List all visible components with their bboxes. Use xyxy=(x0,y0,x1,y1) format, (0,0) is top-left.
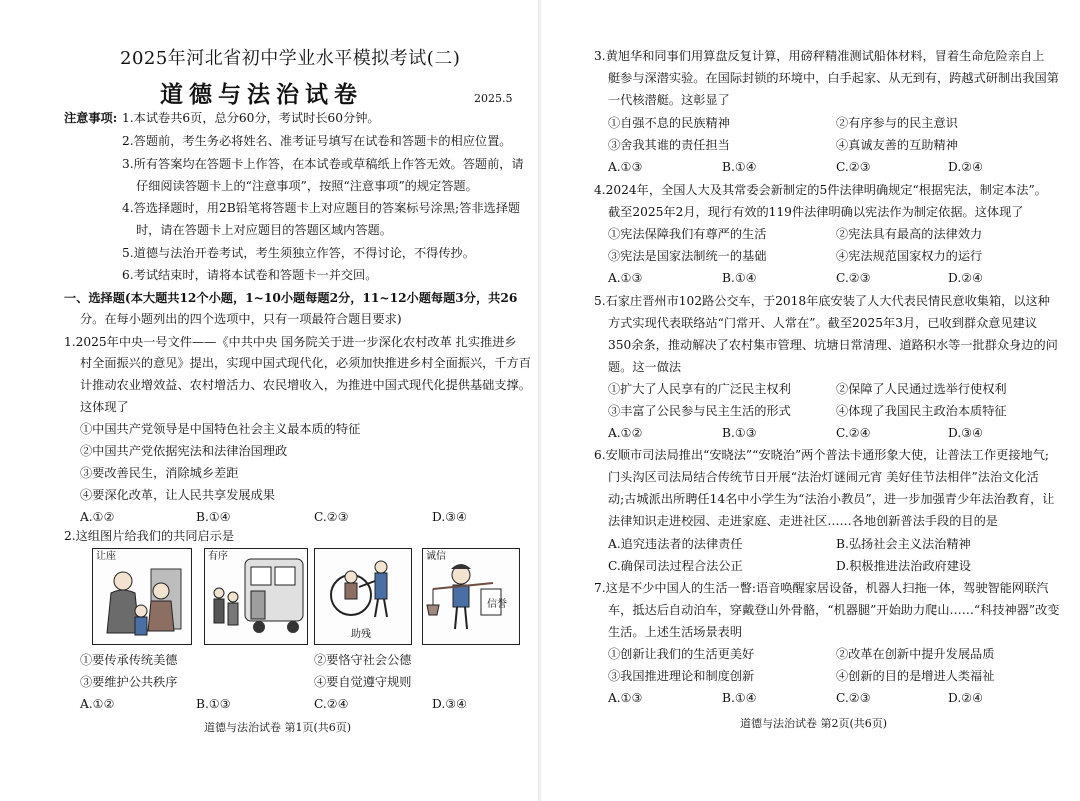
notice-line: 仔细阅读答题卡上的“注意事项”，按照“注意事项”的规定答题。 xyxy=(136,179,478,193)
section-heading: 一、选择题(本大题共12个小题，1~10小题每题2分，11~12小题每题3分，共26 xyxy=(64,291,518,305)
q1-choice-c: C.②③ xyxy=(314,510,349,524)
q3-choice-c: C.②③ xyxy=(836,160,871,174)
q5-stem: 5.石家庄晋州市102路公交车，于2018年底安装了人大代表民情民意收集箱，以这种 xyxy=(594,294,1050,308)
q2-choice-c: C.②④ xyxy=(314,697,349,711)
q7-option: ③我国推进理论和制度创新 xyxy=(608,669,755,683)
q4-option: ①宪法保障我们有尊严的生活 xyxy=(608,227,767,241)
orderly-illustration xyxy=(205,549,307,644)
q7-choice-a: A.①③ xyxy=(608,691,643,705)
q1-option: ①中国共产党领导是中国特色社会主义最本质的特征 xyxy=(80,422,361,436)
q2-option: ④要自觉遵守规则 xyxy=(314,675,412,689)
picture-label: 让座 xyxy=(96,551,116,562)
q3-option: ③舍我其谁的责任担当 xyxy=(608,138,730,152)
q2-stem: 2.这组图片给我们的共同启示是 xyxy=(64,529,235,543)
q3-choice-a: A.①③ xyxy=(608,160,643,174)
q1-stem: 这体现了 xyxy=(80,400,129,414)
q5-choice-c: C.②④ xyxy=(836,426,871,440)
q2-choice-d: D.③④ xyxy=(432,697,468,711)
q5-stem: 350余条，推动解决了农村集市管理、坑塘日常清理、道路积水等一批群众身边的问 xyxy=(608,338,1058,352)
q4-choice-a: A.①③ xyxy=(608,271,643,285)
q1-stem: 1.2025年中央一号文件——《中共中央 国务院关于进一步深化农村改革 扎实推进乡 xyxy=(64,335,517,349)
q3-option: ②有序参与的民主意识 xyxy=(836,116,958,130)
q5-option: ②保障了人民通过选举行使权利 xyxy=(836,382,1007,396)
q3-option: ④真诚友善的互助精神 xyxy=(836,138,958,152)
notice-line: 6.考试结束时，请将本试卷和答题卡一并交回。 xyxy=(122,268,378,282)
q3-choice-b: B.①④ xyxy=(722,160,757,174)
notice-line: 时，请在答题卡上对应题目的答题区域内答题。 xyxy=(136,223,392,237)
q6-choice-d: D.积极推进法治政府建设 xyxy=(836,559,972,573)
q1-choice-d: D.③④ xyxy=(432,510,468,524)
q4-choice-c: C.②③ xyxy=(836,271,871,285)
q2-picture-integrity xyxy=(422,548,520,645)
q5-option: ①扩大了人民享有的广泛民主权利 xyxy=(608,382,791,396)
q3-option: ①自强不息的民族精神 xyxy=(608,116,730,130)
q3-stem: 一代核潜艇。这彰显了 xyxy=(608,93,730,107)
q7-option: ④创新的目的是增进人类福祉 xyxy=(836,669,995,683)
q6-choice-a: A.追究违法者的法律责任 xyxy=(608,537,743,551)
q7-stem: 7.这是不少中国人的生活一瞥:语音唤醒家居设备，机器人扫拖一体，驾驶智能网联汽 xyxy=(594,581,1049,595)
q3-stem: 艇参与深潜实验。在国际封锁的环境中，白手起家、从无到有，跨越式研制出我国第 xyxy=(608,71,1059,85)
q6-stem: 门头沟区司法局结合传统节日开展“法治灯谜闹元宵 美好佳节法相伴”法治文化活 xyxy=(608,470,1039,484)
page-footer: 道德与法治试卷 第2页(共6页) xyxy=(740,717,888,730)
q7-choice-d: D.②④ xyxy=(948,691,984,705)
q2-choice-b: B.①③ xyxy=(196,697,231,711)
q1-option: ③要改善民生，消除城乡差距 xyxy=(80,466,239,480)
picture-caption: 助残 xyxy=(351,629,371,640)
q6-stem: 动;古城派出所聘任14名中小学生为“法治小教员”，进一步加强青少年法治教育，让 xyxy=(608,492,1055,506)
q6-stem: 6.安顺市司法局推出“安晓法”“安晓治”两个普法卡通形象大使，让普法工作更接地气; xyxy=(594,448,1050,462)
page-footer: 道德与法治试卷 第1页(共6页) xyxy=(204,721,352,734)
q2-choice-a: A.①② xyxy=(80,697,115,711)
q4-stem: 4.2024年，全国人大及其常委会新制定的5件法律明确规定“根据宪法，制定本法”。 xyxy=(594,183,1047,197)
q2-picture-yield-seat xyxy=(92,548,192,645)
q4-choice-b: B.①④ xyxy=(722,271,757,285)
q1-stem: 村全面振兴的意见》提出，实现中国式现代化，必须加快推进乡村全面振兴，千方百 xyxy=(80,356,531,370)
q2-picture-orderly xyxy=(204,548,308,645)
q1-choice-a: A.①② xyxy=(80,510,115,524)
q7-stem: 车，抵达后自动泊车，穿戴登山外骨骼，“机器腿”开始助力爬山……“科技神器”改变 xyxy=(608,603,1060,617)
q7-option: ②改革在创新中提升发展品质 xyxy=(836,647,995,661)
q3-choice-d: D.②④ xyxy=(948,160,984,174)
notice-line: 4.答选择题时，用2B铅笔将答题卡上对应题目的答案标号涂黑;答非选择题 xyxy=(122,201,521,215)
q5-choice-d: D.③④ xyxy=(948,426,984,440)
q1-option: ②中国共产党依据宪法和法律治国理政 xyxy=(80,444,288,458)
q5-stem: 方式实现代表联络站“门常开、人常在”。截至2025年3月，已收到群众意见建议 xyxy=(608,316,1038,330)
q6-choice-b: B.弘扬社会主义法治精神 xyxy=(836,537,971,551)
picture-label: 诚信 xyxy=(426,551,446,562)
section-heading-cont: 分。在每小题列出的四个选项中，只有一项最符合题目要求) xyxy=(80,312,402,326)
q2-option: ②要恪守社会公德 xyxy=(314,653,412,667)
q4-option: ④宪法规范国家权力的运行 xyxy=(836,249,983,263)
exam-page-2 xyxy=(540,0,1080,801)
yield-seat-illustration xyxy=(93,549,191,644)
notice-line: 2.答题前，考生务必将姓名、准考证号填写在试卷和答题卡的相应位置。 xyxy=(122,134,512,148)
q4-stem: 截至2025年2月，现行有效的119件法律明确以宪法作为制定依据。这体现了 xyxy=(608,205,1024,219)
q1-choice-b: B.①④ xyxy=(196,510,231,524)
q4-option: ③宪法是国家法制统一的基础 xyxy=(608,249,767,263)
q5-option: ③丰富了公民参与民主生活的形式 xyxy=(608,404,791,418)
q7-option: ①创新让我们的生活更美好 xyxy=(608,647,755,661)
integrity-illustration xyxy=(423,549,519,644)
q5-option: ④体现了我国民主政治本质特征 xyxy=(836,404,1007,418)
q2-option: ①要传承传统美德 xyxy=(80,653,178,667)
picture-label: 有序 xyxy=(208,551,228,562)
q4-option: ②宪法具有最高的法律效力 xyxy=(836,227,983,241)
q2-option: ③要维护公共秩序 xyxy=(80,675,178,689)
q6-stem: 法律知识走进校园、走进家庭、走进社区……各地创新普法手段的目的是 xyxy=(608,514,998,528)
q6-choice-c: C.确保司法过程合法公正 xyxy=(608,559,743,573)
exam-title: 2025年河北省初中学业水平模拟考试(二) xyxy=(120,48,461,69)
q7-choice-c: C.②③ xyxy=(836,691,871,705)
q7-stem: 生活。上述生活场景表明 xyxy=(608,625,743,639)
notice-label: 注意事项: xyxy=(64,111,118,125)
notice-line: 1.本试卷共6页，总分60分，考试时长60分钟。 xyxy=(122,111,380,125)
subject-title: 道德与法治试卷 xyxy=(160,81,363,108)
q3-stem: 3.黄旭华和同事们用算盘反复计算，用磅秤精准测试船体材料，冒着生命危险亲自上 xyxy=(594,49,1045,63)
notice-line: 3.所有答案均在答题卡上作答，在本试卷或草稿纸上作答无效。答题前，请 xyxy=(122,157,524,171)
notice-line: 5.道德与法治开卷考试，考生须独立作答，不得讨论，不得传抄。 xyxy=(122,246,475,260)
q4-choice-d: D.②④ xyxy=(948,271,984,285)
q1-option: ④要深化改革，让人民共享发展成果 xyxy=(80,488,275,502)
q5-stem: 题。这一做法 xyxy=(608,360,682,374)
q5-choice-a: A.①② xyxy=(608,426,643,440)
sign-text: 信誉 xyxy=(487,599,507,610)
q2-picture-help-disabled xyxy=(314,548,412,645)
q7-choice-b: B.①④ xyxy=(722,691,757,705)
q1-stem: 计推动农业增效益、农村增活力、农民增收入，为推进中国式现代化提供基础支撑。 xyxy=(80,378,531,392)
exam-date: 2025.5 xyxy=(474,92,513,105)
q5-choice-b: B.①③ xyxy=(722,426,757,440)
